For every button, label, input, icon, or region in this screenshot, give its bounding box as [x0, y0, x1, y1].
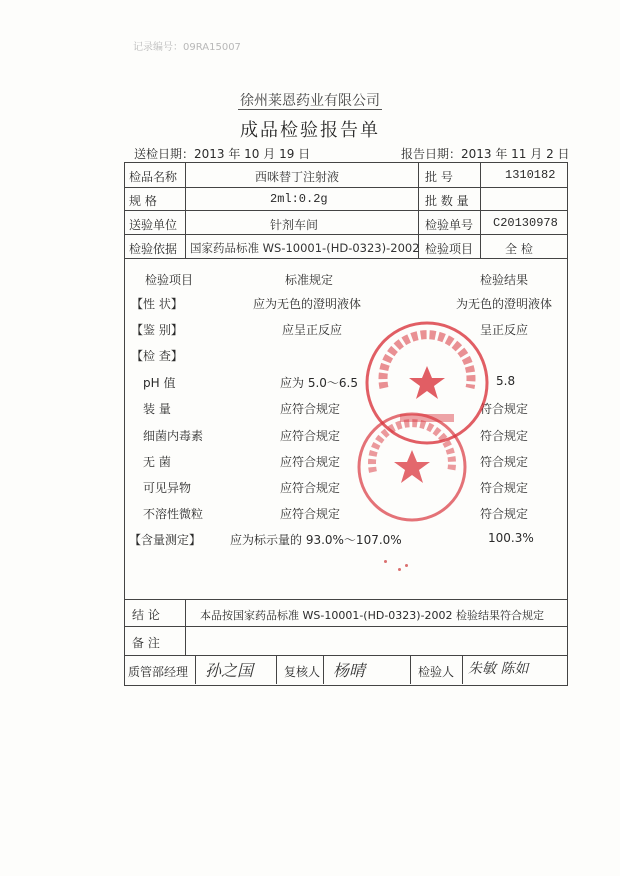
qa-manager-signature: 孙之国 [205, 661, 254, 680]
results-header-result: 检验结果 [480, 273, 529, 287]
result-standard: 应符合规定 [280, 429, 341, 443]
results-header-item: 检验项目 [145, 273, 194, 287]
result-standard: 应符合规定 [280, 481, 341, 495]
basis-value: 国家药品标准 WS-10001-(HD-0323)-2002 [190, 241, 420, 255]
result-value: 符合规定 [480, 455, 529, 469]
batch-label: 批 号 [425, 170, 453, 184]
product-name-value: 西咪替丁注射液 [255, 170, 340, 184]
product-name-label: 检品名称 [129, 170, 178, 184]
col-divider [410, 655, 411, 684]
result-item: 不溶性微粒 [143, 507, 204, 521]
col-divider [462, 655, 463, 684]
stamp-star [394, 450, 430, 483]
batch-value: 1310182 [505, 168, 556, 182]
ink-speck [384, 560, 387, 563]
record-number: 记录编号：09RA15007 [133, 42, 241, 53]
reviewer-signature: 杨晴 [333, 661, 366, 680]
second-stamp [355, 410, 470, 525]
conclusion-text: 本品按国家药品标准 WS-10001-(HD-0323)-2002 检验结果符合规定 [200, 609, 545, 622]
basis-label: 检验依据 [129, 242, 178, 256]
result-standard: 应符合规定 [280, 507, 341, 521]
result-item: pH 值 [143, 376, 176, 390]
company-name-text: 徐州莱恩药业有限公司 [240, 93, 380, 109]
conclusion-label: 结 论 [132, 608, 160, 622]
result-value: 100.3% [488, 531, 534, 545]
items-value: 全 检 [505, 242, 533, 256]
result-value: 为无色的澄明液体 [456, 297, 553, 311]
result-standard: 应为标示量的 93.0%～107.0% [230, 533, 402, 547]
result-value: 符合规定 [480, 429, 529, 443]
dept-label: 送验单位 [129, 218, 178, 232]
result-item: 可见异物 [143, 481, 192, 495]
col-divider [195, 655, 196, 684]
dept-value: 针剂车间 [270, 218, 319, 232]
result-item: 【含量测定】 [129, 533, 202, 547]
row-divider [124, 187, 568, 188]
report-date: 报告日期：2013 年 11 月 2 日 [401, 147, 570, 161]
result-standard: 应呈正反应 [282, 323, 343, 337]
report-title: 成品检验报告单 [240, 120, 380, 141]
test-no-label: 检验单号 [425, 218, 474, 232]
send-date: 送检日期：2013 年 10 月 19 日 [134, 147, 311, 161]
col-divider [185, 162, 186, 258]
row-divider [124, 210, 568, 211]
qa-manager-label: 质管部经理 [128, 665, 189, 679]
company-name [0, 90, 620, 110]
reviewer-label: 复核人 [284, 665, 321, 679]
row-divider [124, 626, 568, 627]
result-standard: 应符合规定 [280, 455, 341, 469]
spec-value: 2ml:0.2g [270, 192, 328, 206]
row-divider [124, 599, 568, 600]
row-divider [124, 234, 568, 235]
test-no-value: C20130978 [493, 216, 558, 230]
result-item: 细菌内毒素 [143, 429, 204, 443]
result-value: 符合规定 [480, 402, 529, 416]
result-standard: 应为无色的澄明液体 [253, 297, 362, 311]
result-standard: 应为 5.0～6.5 [280, 376, 358, 390]
result-standard: 应符合规定 [280, 402, 341, 416]
remarks-label: 备 注 [132, 636, 160, 650]
result-value: 符合规定 [480, 507, 529, 521]
col-divider [276, 655, 277, 684]
row-divider [124, 258, 568, 259]
result-value: 5.8 [496, 374, 516, 388]
col-divider [480, 162, 481, 258]
col-divider [185, 599, 186, 655]
inspector-signature: 朱敏 陈如 [468, 661, 529, 677]
ink-speck [398, 568, 401, 571]
row-divider [124, 655, 568, 656]
result-item: 【检 查】 [131, 349, 183, 363]
spec-label: 规 格 [129, 194, 157, 208]
result-item: 装 量 [143, 402, 171, 416]
result-item: 【性 状】 [131, 297, 183, 311]
inspector-label: 检验人 [418, 665, 455, 679]
results-header-standard: 标准规定 [285, 273, 334, 287]
result-item: 【鉴 别】 [131, 323, 183, 337]
stamp-star [409, 366, 445, 399]
items-label: 检验项目 [425, 242, 474, 256]
result-value: 呈正反应 [480, 323, 529, 337]
result-item: 无 菌 [143, 455, 171, 469]
ink-speck [405, 564, 408, 567]
col-divider [323, 655, 324, 684]
result-value: 符合规定 [480, 481, 529, 495]
quantity-label: 批 数 量 [425, 194, 469, 208]
